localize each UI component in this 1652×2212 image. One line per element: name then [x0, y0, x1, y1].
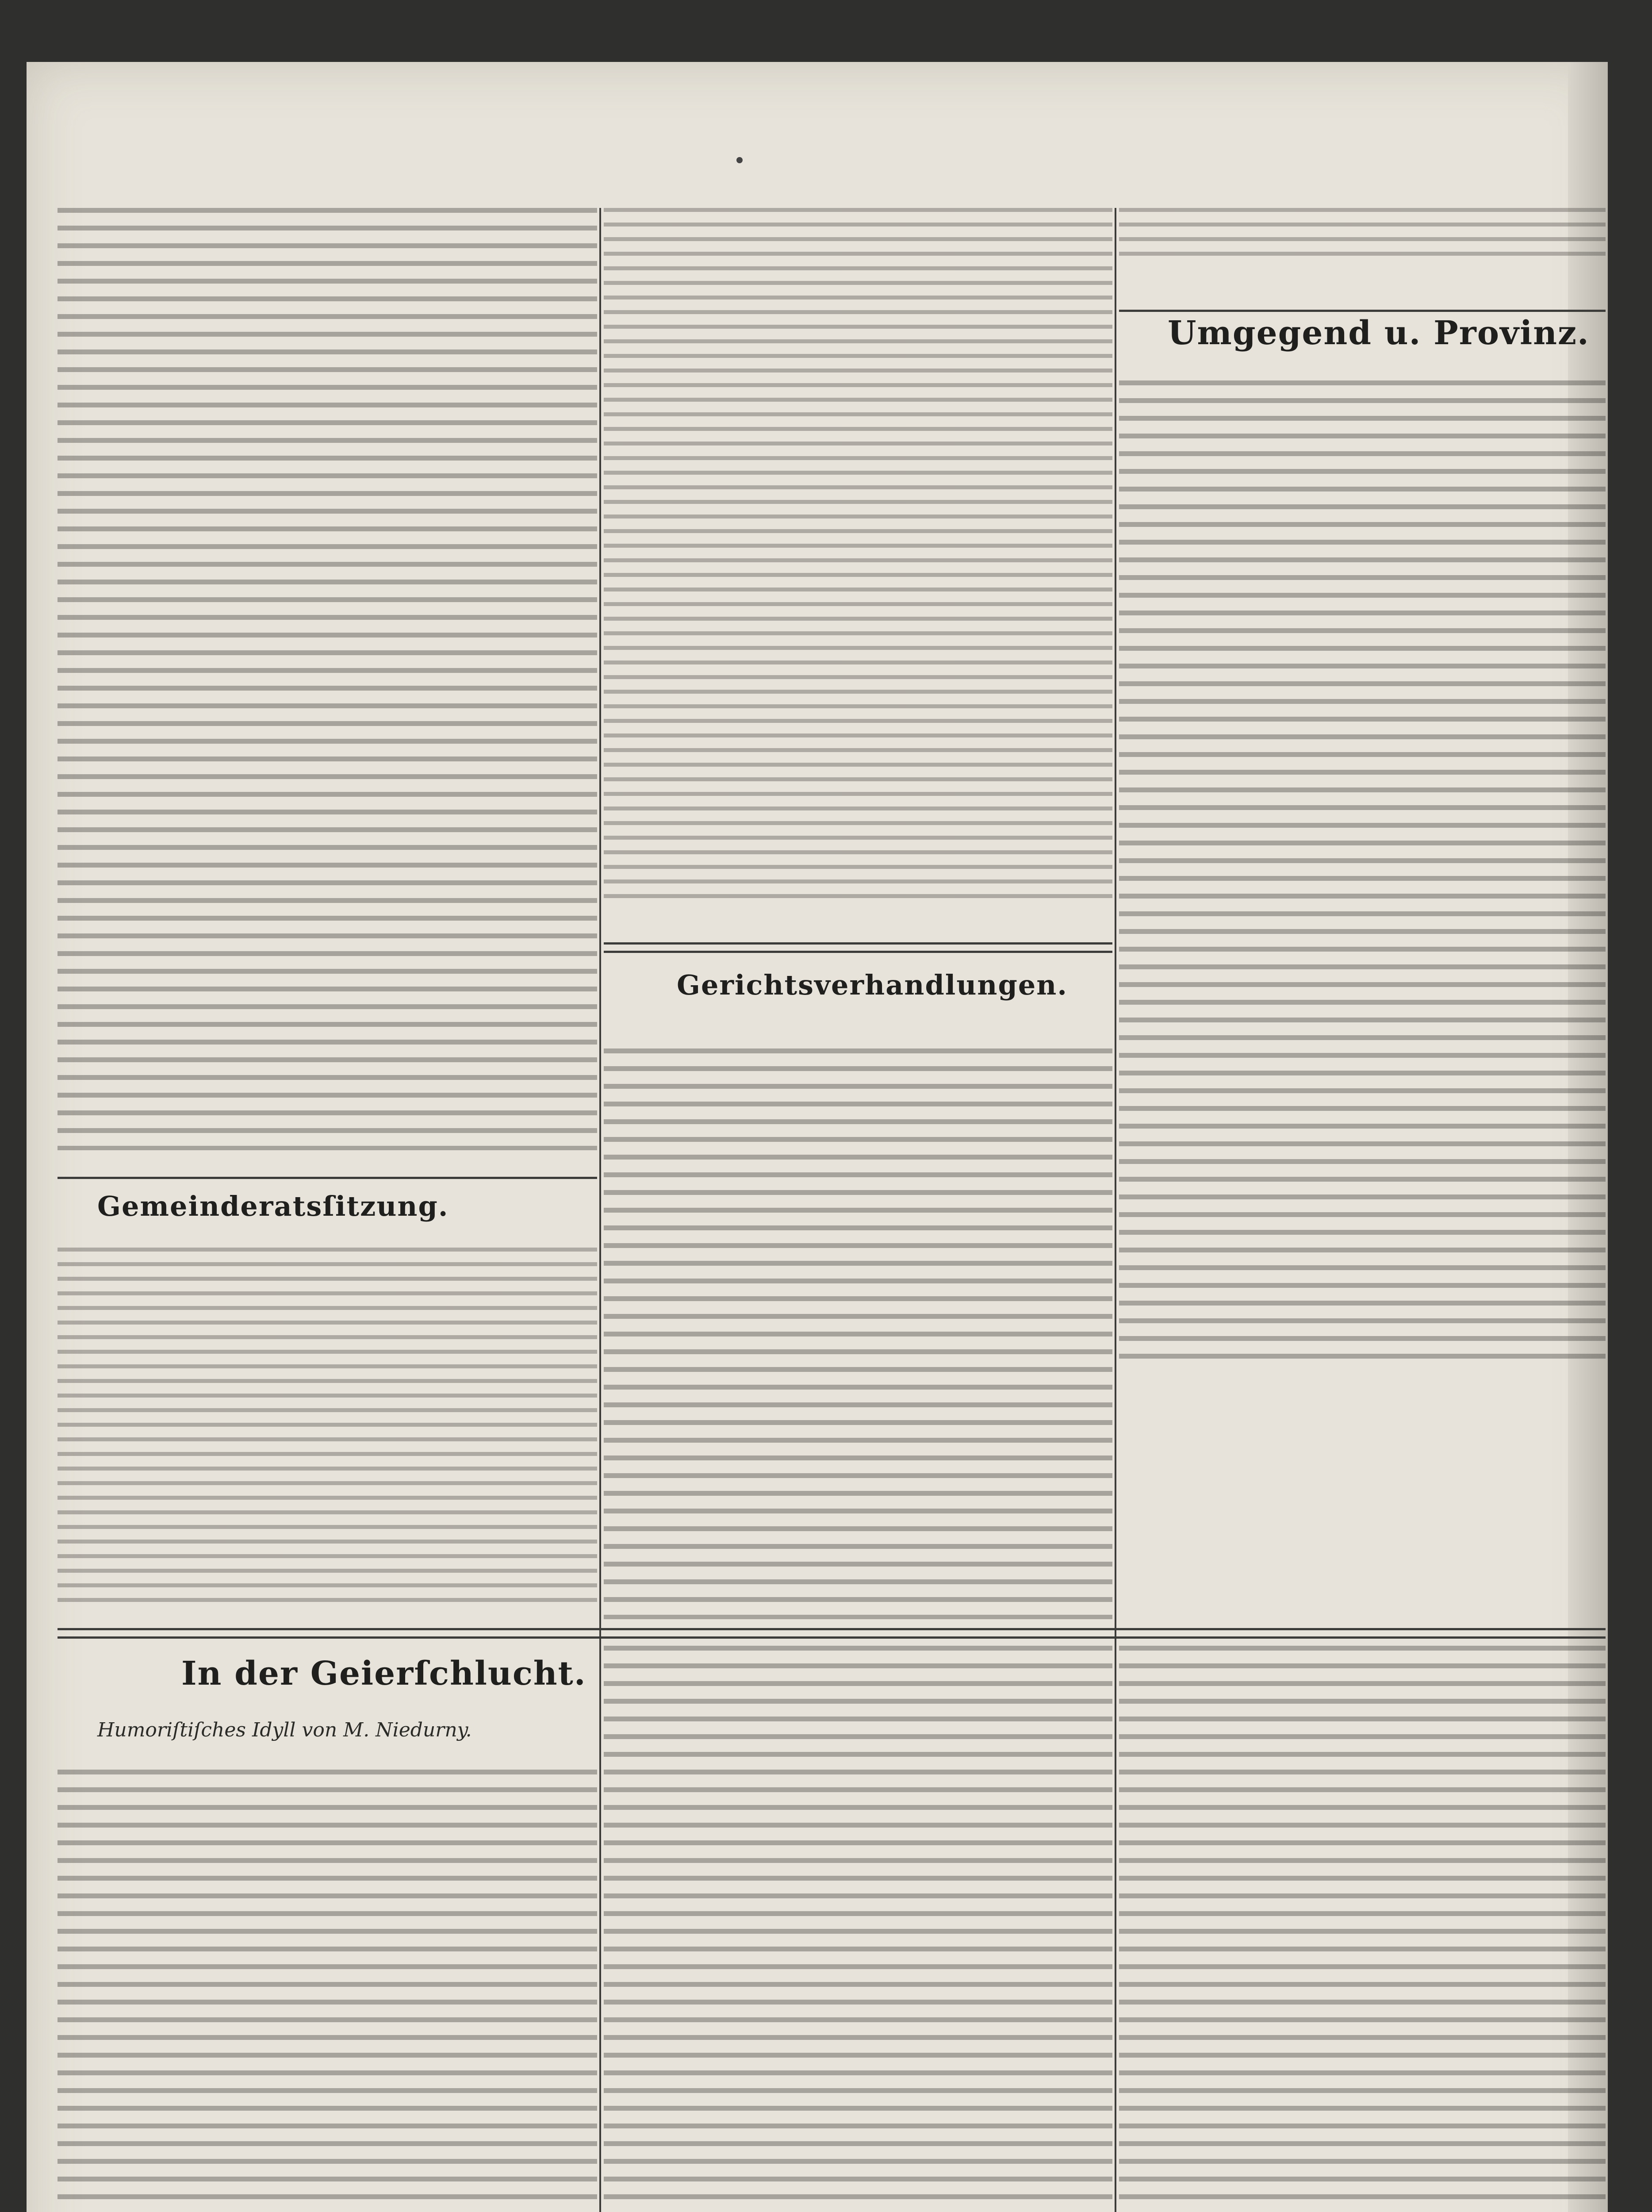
column-divider-2 [1115, 208, 1116, 2212]
divider-umgegend-top [1119, 310, 1606, 312]
newspaper-page [27, 62, 1608, 2212]
regional-news-text [1119, 380, 1606, 1371]
gericht-text [604, 1048, 1112, 1619]
gericht-heading: Gerichtsverhandlungen. [677, 969, 1068, 1001]
geierschlucht-byline: Humoriſtiſches Idyll von M. Niedurny. [97, 1719, 472, 1741]
divider-feuilleton [57, 1628, 1606, 1639]
geierschlucht-heading: In der Geierſchlucht. [181, 1655, 586, 1693]
umgegend-heading: Umgegend u. Provinz. [1168, 314, 1590, 352]
column-1-upper [57, 208, 597, 1150]
preceding-article-end [1119, 208, 1606, 265]
geierschlucht-text-col2 [604, 1646, 1112, 2212]
page-dot-mark [736, 157, 743, 163]
column-3-upper [1119, 208, 1606, 1371]
gemeinderat-text [57, 1248, 597, 1606]
council-proceedings-text [604, 208, 1112, 898]
divider-gemeinderat-top [57, 1177, 597, 1179]
divider-gericht-top [604, 942, 1112, 953]
local-news-text [57, 208, 597, 1150]
geierschlucht-text-col3 [1119, 1646, 1606, 2212]
geierschlucht-text-col1 [57, 1770, 597, 2212]
column-divider-1 [599, 208, 601, 2212]
gemeinderat-heading: Gemeinderatsſitzung. [97, 1190, 449, 1222]
column-2-upper [604, 208, 1112, 898]
